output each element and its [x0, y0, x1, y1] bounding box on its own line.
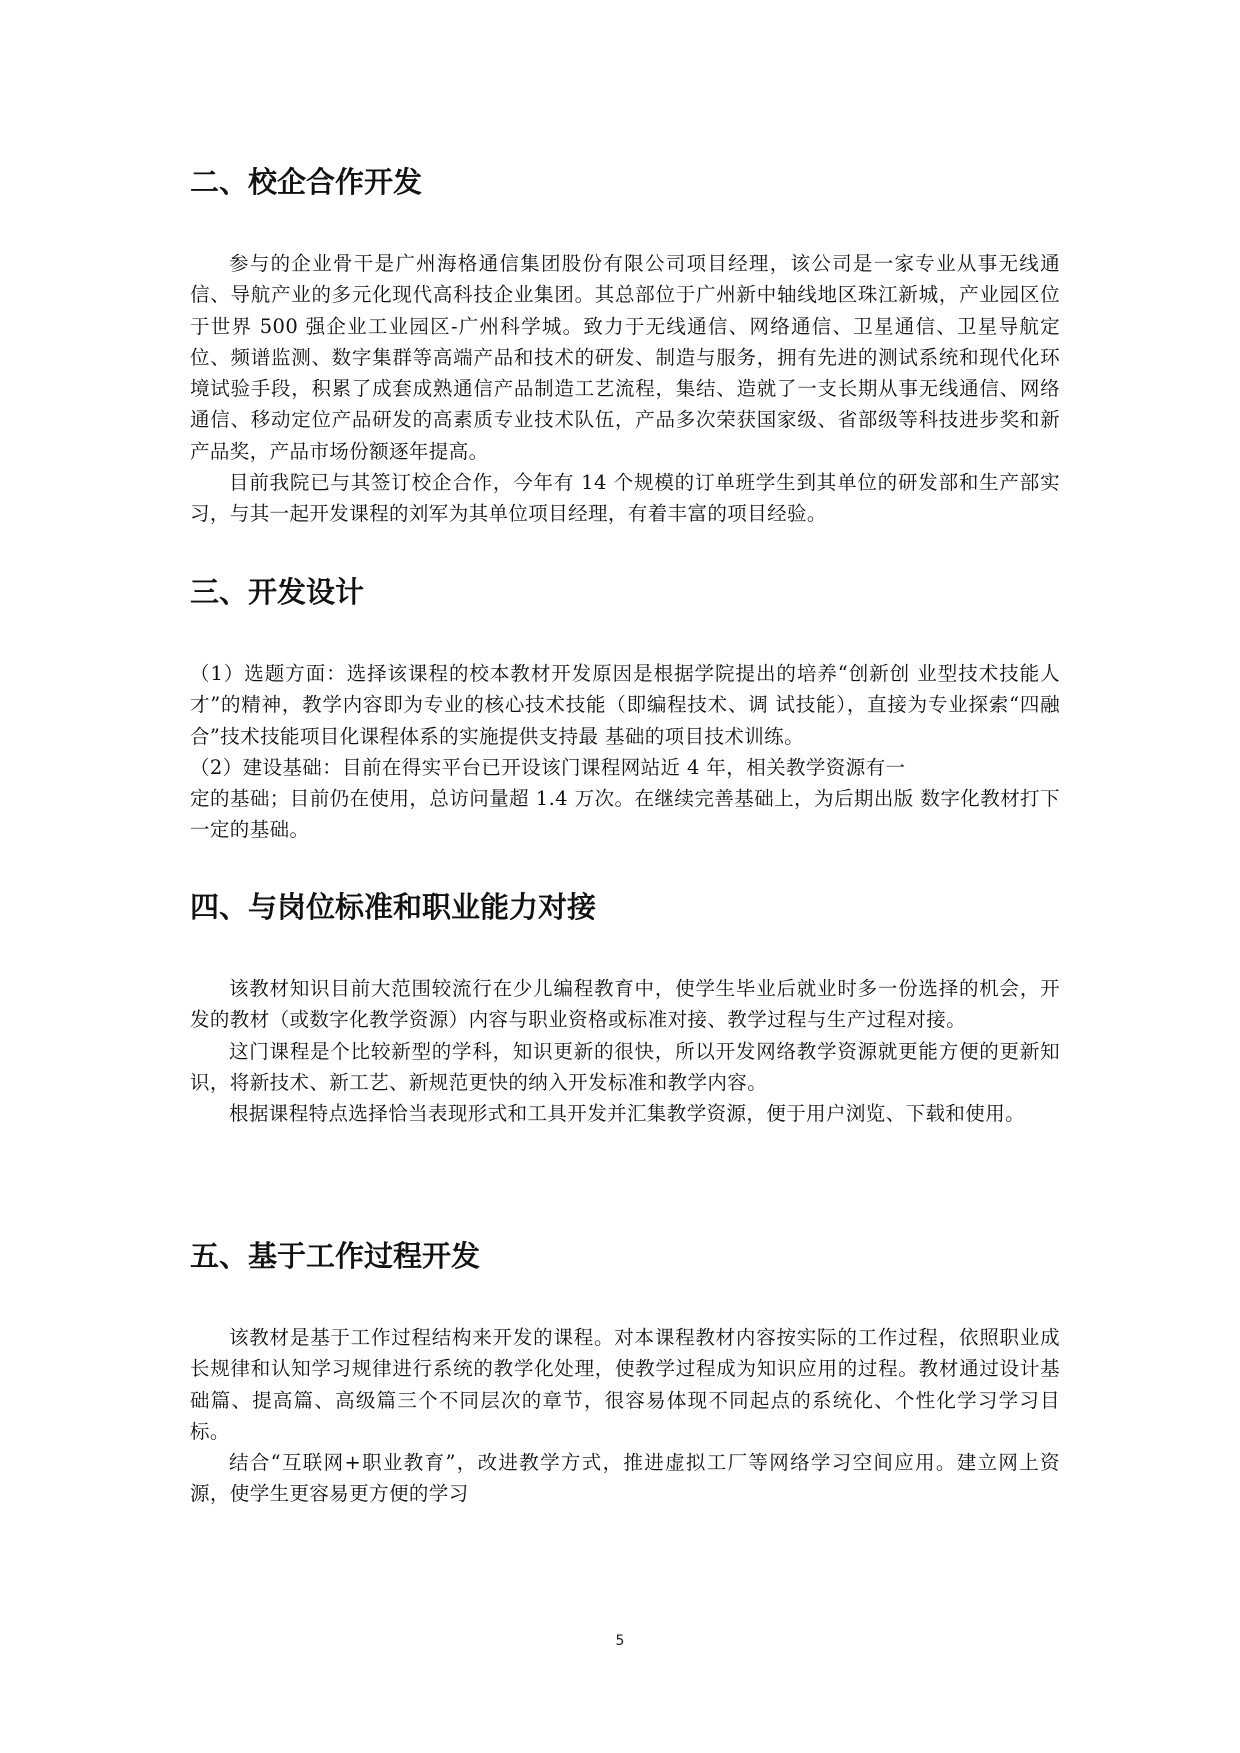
paragraph: 根据课程特点选择恰当表现形式和工具开发并汇集教学资源，便于用户浏览、下载和使用。 — [229, 1102, 1026, 1126]
page-number: 5 — [615, 1633, 625, 1649]
section-heading: 二、校企合作开发 — [190, 165, 423, 199]
paragraph: 该教材是基于工作过程结构来开发的课程。对本课程教材内容按实际的工作过程，依照职业成长规律和认知学习规律进行系统的教学化处理，使教学过程成为知识应用的过程。教材通过设计基础篇、提高篇、高级篇三个不同层次的章节，很容易体现不同起点的系统化、个性化学习学习目标。 — [190, 1326, 1060, 1443]
section-school-enterprise-cooperation — [190, 162, 1060, 530]
paragraph: 参与的企业骨干是广州海格通信集团股份有限公司项目经理，该公司是一家专业从事无线通信、导航产业的多元化现代高科技企业集团。其总部位于广州新中轴线地区珠江新城，产业园区位于世界 500 强企业工业园区-广州科学城。致力于无线通信、网络通信、卫星通信、卫星导航定位、频谱监测、数字集群等高端产品和技术的研发、制造与服务，拥有先进的测试系统和现代化环境试验手段，积累了成套成熟通信产品制造工艺流程，集结、造就了一支长期从事无线通信、网络通信、移动定位产品研发的高素质专业技术队伍，产品多次荣获国家级、省部级等科技进步奖和新产品奖，产品市场份额逐年提高。 — [190, 252, 1060, 463]
section-development-design — [190, 572, 1060, 846]
section-heading: 四、与岗位标准和职业能力对接 — [190, 890, 597, 924]
paragraph: 定的基础；目前仍在使用，总访问量超 1.4 万次。在继续完善基础上，为后期出版 数字化教材打下一定的基础。 — [190, 787, 1060, 842]
section-heading: 五、基于工作过程开发 — [190, 1239, 481, 1273]
paragraph: （1）选题方面：选择该课程的校本教材开发原因是根据学院提出的培养“创新创 业型技术技能人才”的精神，教学内容即为专业的核心技术技能（即编程技术、调 试技能），直接为专业探索“四融合”技术技能项目化课程体系的实施提供支持最 基础的项目技术训练。 — [190, 662, 1060, 748]
section-heading: 三、开发设计 — [190, 575, 365, 609]
paragraph: （2）建设基础：目前在得实平台已开设该门课程网站近 4 年，相关教学资源有一 — [190, 755, 906, 779]
paragraph: 目前我院已与其签订校企合作，今年有 14 个规模的订单班学生到其单位的研发部和生产部实习，与其一起开发课程的刘军为其单位项目经理，有着丰富的项目经验。 — [190, 471, 1060, 526]
section-job-standards-alignment — [190, 887, 1060, 1129]
section-work-process-development — [190, 1236, 1060, 1510]
paragraph: 结合“互联网+职业教育”，改进教学方式，推进虚拟工厂等网络学习空间应用。建立网上资源，使学生更容易更方便的学习 — [190, 1451, 1060, 1506]
paragraph: 该教材知识目前大范围较流行在少儿编程教育中，使学生毕业后就业时多一份选择的机会，开发的教材（或数字化教学资源）内容与职业资格或标准对接、教学过程与生产过程对接。 — [190, 977, 1060, 1032]
paragraph: 这门课程是个比较新型的学科，知识更新的很快，所以开发网络教学资源就更能方便的更新知识，将新技术、新工艺、新规范更快的纳入开发标准和教学内容。 — [190, 1039, 1060, 1094]
